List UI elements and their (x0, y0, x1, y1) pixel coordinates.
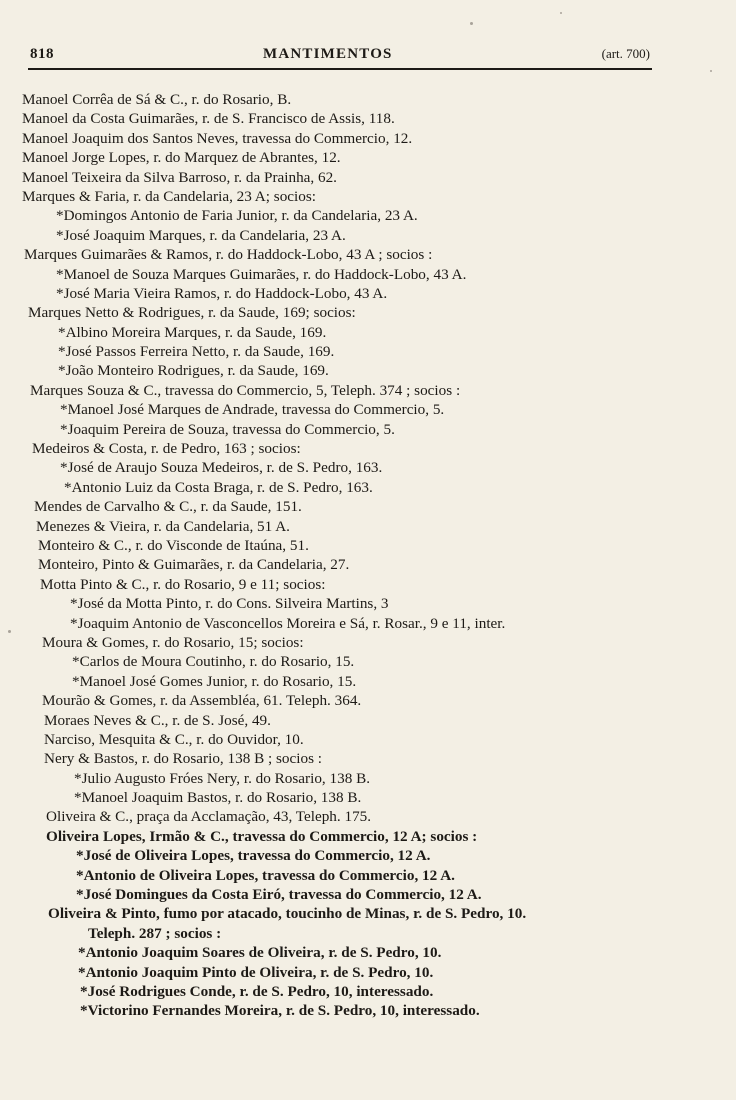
partner-entry: *Antonio de Oliveira Lopes, travessa do Commercio, 12 A. (76, 866, 455, 884)
firm-entry: Marques & Faria, r. da Candelaria, 23 A; socios: (22, 187, 316, 205)
partner-entry: *Joaquim Antonio de Vasconcellos Moreira e Sá, r. Rosar., 9 e 11, inter. (70, 614, 506, 632)
page-header (30, 46, 650, 68)
partner-entry: *José Domingues da Costa Eiró, travessa do Commercio, 12 A. (76, 886, 482, 904)
firm-entry: Manoel da Costa Guimarães, r. de S. Francisco de Assis, 118. (22, 110, 395, 128)
partner-entry: *Domingos Antonio de Faria Junior, r. da Candelaria, 23 A. (56, 207, 418, 225)
partner-entry: *Victorino Fernandes Moreira, r. de S. Pedro, 10, interessado. (80, 1002, 480, 1020)
partner-entry: *José Maria Vieira Ramos, r. do Haddock-Lobo, 43 A. (56, 284, 388, 302)
firm-entry: Medeiros & Costa, r. de Pedro, 163 ; socios: (32, 440, 301, 458)
partner-entry: *José Joaquim Marques, r. da Candelaria, 23 A. (56, 226, 346, 244)
firm-entry: Moura & Gomes, r. do Rosario, 15; socios: (42, 633, 304, 651)
firm-entry: Marques Guimarães & Ramos, r. do Haddock-Lobo, 43 A ; socios : (24, 246, 433, 264)
firm-entry: Oliveira & Pinto, fumo por atacado, toucinho de Minas, r. de S. Pedro, 10. (48, 905, 527, 923)
firm-entry: Manoel Corrêa de Sá & C., r. do Rosario, B. (22, 91, 292, 108)
partner-entry: *José Rodrigues Conde, r. de S. Pedro, 10, interessado. (80, 982, 434, 1000)
partner-entry: *Antonio Luiz da Costa Braga, r. de S. Pedro, 163. (64, 478, 373, 496)
firm-entry: Manoel Joaquim dos Santos Neves, travessa do Commercio, 12. (22, 129, 413, 147)
partner-entry: *Manoel José Gomes Junior, r. do Rosario, 15. (72, 672, 357, 690)
partner-entry: *Antonio Joaquim Soares de Oliveira, r. de S. Pedro, 10. (78, 944, 442, 962)
partner-entry: *Antonio Joaquim Pinto de Oliveira, r. de S. Pedro, 10. (78, 963, 434, 981)
firm-entry: Nery & Bastos, r. do Rosario, 138 B ; socios : (44, 750, 323, 768)
firm-entry: Oliveira & C., praça da Acclamação, 43, Teleph. 175. (46, 808, 372, 826)
firm-entry: Motta Pinto & C., r. do Rosario, 9 e 11; socios: (40, 575, 326, 593)
paper-speck (8, 630, 11, 633)
header-rule (28, 68, 652, 70)
partner-entry: *Manoel de Souza Marques Guimarães, r. do Haddock-Lobo, 43 A. (56, 265, 467, 283)
paper-speck (560, 12, 562, 14)
partner-entry: *Manoel José Marques de Andrade, travessa do Commercio, 5. (60, 401, 445, 419)
partner-entry: *Julio Augusto Fróes Nery, r. do Rosario, 138 B. (74, 769, 371, 787)
firm-entry: Marques Netto & Rodrigues, r. da Saude, 169; socios: (28, 304, 356, 322)
partner-entry: *José Passos Ferreira Netto, r. da Saude, 169. (58, 343, 335, 361)
firm-entry: Menezes & Vieira, r. da Candelaria, 51 A. (36, 517, 290, 535)
partner-entry: *Manoel Joaquim Bastos, r. do Rosario, 138 B. (74, 789, 362, 807)
article-reference: (art. 700) (601, 46, 650, 61)
page-number: 818 (30, 46, 54, 62)
partner-entry: *Joaquim Pereira de Souza, travessa do Commercio, 5. (60, 420, 395, 438)
section-title: MANTIMENTOS (263, 46, 393, 62)
partner-entry: *José de Araujo Souza Medeiros, r. de S. Pedro, 163. (60, 459, 383, 477)
firm-entry: Mendes de Carvalho & C., r. da Saude, 151. (34, 498, 302, 516)
firm-entry: Mourão & Gomes, r. da Assembléa, 61. Teleph. 364. (42, 692, 362, 710)
partner-entry: *João Monteiro Rodrigues, r. da Saude, 169. (58, 362, 329, 380)
firm-entry: Teleph. 287 ; socios : (88, 924, 222, 942)
firm-entry: Monteiro, Pinto & Guimarães, r. da Candelaria, 27. (38, 556, 350, 574)
firm-entry: Moraes Neves & C., r. de S. José, 49. (44, 711, 271, 729)
partner-entry: *Albino Moreira Marques, r. da Saude, 169. (58, 323, 327, 341)
paper-speck (710, 70, 712, 72)
firm-entry: Oliveira Lopes, Irmão & C., travessa do Commercio, 12 A; socios : (46, 827, 478, 845)
partner-entry: *José da Motta Pinto, r. do Cons. Silveira Martins, 3 (70, 595, 389, 613)
partner-entry: *Carlos de Moura Coutinho, r. do Rosario, 15. (72, 653, 355, 671)
firm-entry: Marques Souza & C., travessa do Commercio, 5, Teleph. 374 ; socios : (30, 381, 461, 399)
paper-speck (470, 22, 473, 25)
directory-listing (0, 90, 736, 1021)
firm-entry: Monteiro & C., r. do Visconde de Itaúna, 51. (38, 536, 309, 554)
firm-entry: Manoel Teixeira da Silva Barroso, r. da Prainha, 62. (22, 168, 337, 186)
firm-entry: Narciso, Mesquita & C., r. do Ouvidor, 10. (44, 730, 304, 748)
partner-entry: *José de Oliveira Lopes, travessa do Commercio, 12 A. (76, 847, 431, 865)
firm-entry: Manoel Jorge Lopes, r. do Marquez de Abrantes, 12. (22, 149, 341, 167)
